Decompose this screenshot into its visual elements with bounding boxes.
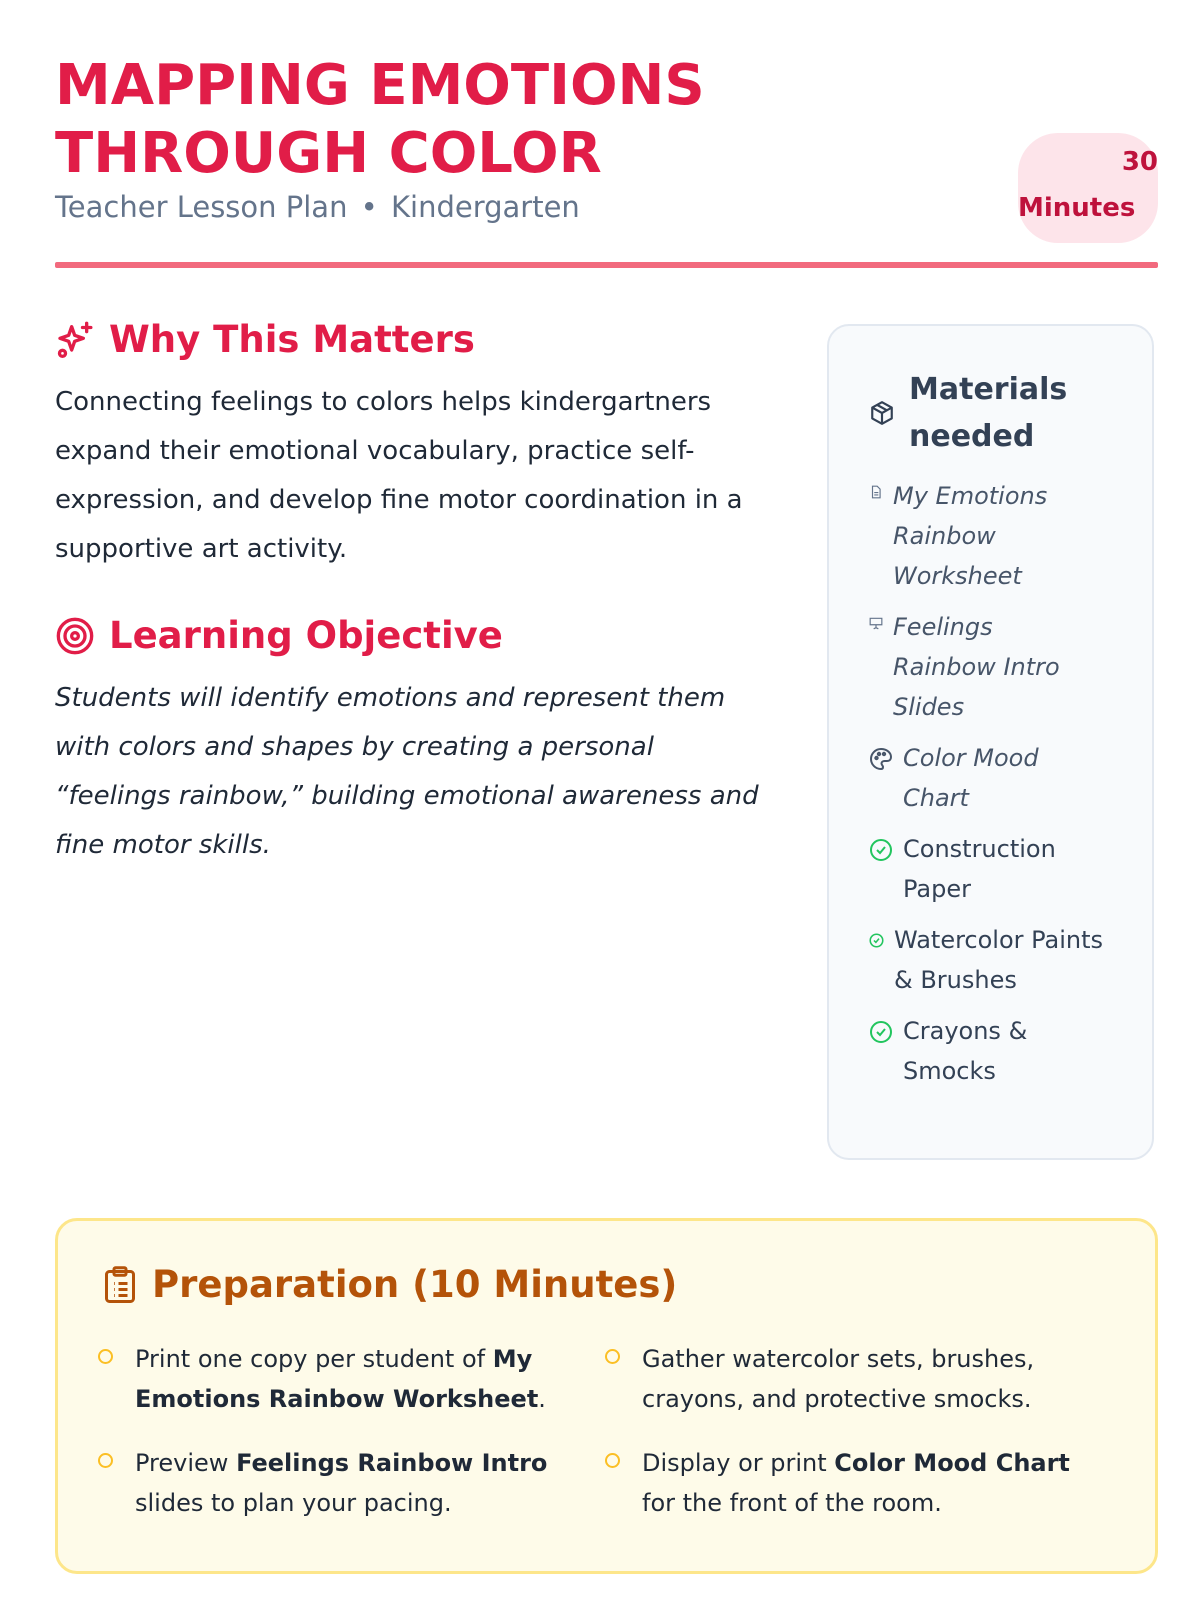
objective-heading-text: Learning Objective bbox=[109, 614, 503, 657]
prep-step bbox=[98, 1339, 568, 1419]
header-divider bbox=[55, 262, 1158, 268]
material-label: My Emotions Rainbow Worksheet bbox=[893, 482, 1048, 590]
material-item bbox=[869, 920, 1109, 1000]
clipboard-list-icon bbox=[102, 1265, 138, 1305]
package-icon bbox=[869, 400, 895, 426]
materials-card bbox=[827, 324, 1154, 1160]
why-body: Connecting feelings to colors helps kindergartners expand their emotional vocabulary, practice self-expression, and develop fine motor coordination in a supportive art activity. bbox=[55, 387, 743, 564]
material-item bbox=[869, 1011, 1053, 1091]
circle-bullet-icon bbox=[98, 1453, 113, 1468]
duration-number: 30 bbox=[1121, 147, 1158, 177]
objective-heading bbox=[55, 614, 503, 657]
preparation-heading-text: Preparation (10 Minutes) bbox=[152, 1263, 678, 1306]
prep-step-text: Preview Feelings Rainbow Intro slides to plan your pacing. bbox=[135, 1449, 548, 1517]
subtitle-grade: Kindergarten bbox=[391, 190, 580, 224]
prep-step-text: Gather watercolor sets, brushes, crayons, and protective smocks. bbox=[642, 1345, 1035, 1413]
duration-badge bbox=[1018, 133, 1158, 243]
prep-step bbox=[98, 1443, 568, 1523]
lesson-plan-page bbox=[55, 0, 1158, 1600]
why-heading bbox=[55, 318, 475, 361]
sparkles-icon bbox=[55, 320, 95, 360]
preparation-box bbox=[55, 1218, 1158, 1574]
material-label: Construction Paper bbox=[903, 835, 1056, 903]
preparation-heading bbox=[102, 1263, 677, 1306]
material-label: Feelings Rainbow Intro Slides bbox=[893, 613, 1060, 721]
why-heading-text: Why This Matters bbox=[109, 318, 475, 361]
subtitle-separator: • bbox=[360, 190, 378, 224]
material-item bbox=[869, 607, 1083, 727]
check-circle-icon bbox=[869, 838, 893, 909]
page-title: MAPPING EMOTIONS THROUGH COLOR bbox=[55, 53, 705, 186]
circle-bullet-icon bbox=[98, 1349, 113, 1364]
duration-unit: Minutes bbox=[1018, 193, 1136, 223]
materials-heading bbox=[869, 366, 1079, 460]
material-label: Watercolor Paints & Brushes bbox=[894, 926, 1104, 994]
check-circle-icon bbox=[869, 933, 884, 1000]
material-item bbox=[869, 829, 1063, 909]
materials-heading-text: Materials needed bbox=[909, 372, 1068, 454]
prep-step bbox=[605, 1339, 1075, 1419]
circle-bullet-icon bbox=[605, 1453, 620, 1468]
subtitle-doc-type: Teacher Lesson Plan bbox=[55, 190, 348, 224]
page-subtitle bbox=[55, 190, 580, 224]
prep-step-text: Display or print Color Mood Chart for the front of the room. bbox=[642, 1449, 1070, 1517]
target-icon bbox=[55, 616, 95, 656]
material-label: Crayons & Smocks bbox=[903, 1017, 1028, 1085]
prep-step bbox=[605, 1443, 1075, 1523]
objective-body: Students will identify emotions and represent them with colors and shapes by creating a personal “feelings rainbow,” building emotional awareness and fine motor skills. bbox=[55, 683, 759, 860]
material-item bbox=[869, 476, 1063, 596]
prep-step-text: Print one copy per student of My Emotions Rainbow Worksheet. bbox=[135, 1345, 546, 1413]
presentation-icon bbox=[869, 616, 883, 727]
material-label: Color Mood Chart bbox=[903, 744, 1039, 812]
document-icon bbox=[869, 485, 883, 596]
material-item bbox=[869, 738, 1053, 818]
palette-icon bbox=[869, 747, 893, 818]
circle-bullet-icon bbox=[605, 1349, 620, 1364]
check-circle-icon bbox=[869, 1020, 893, 1091]
